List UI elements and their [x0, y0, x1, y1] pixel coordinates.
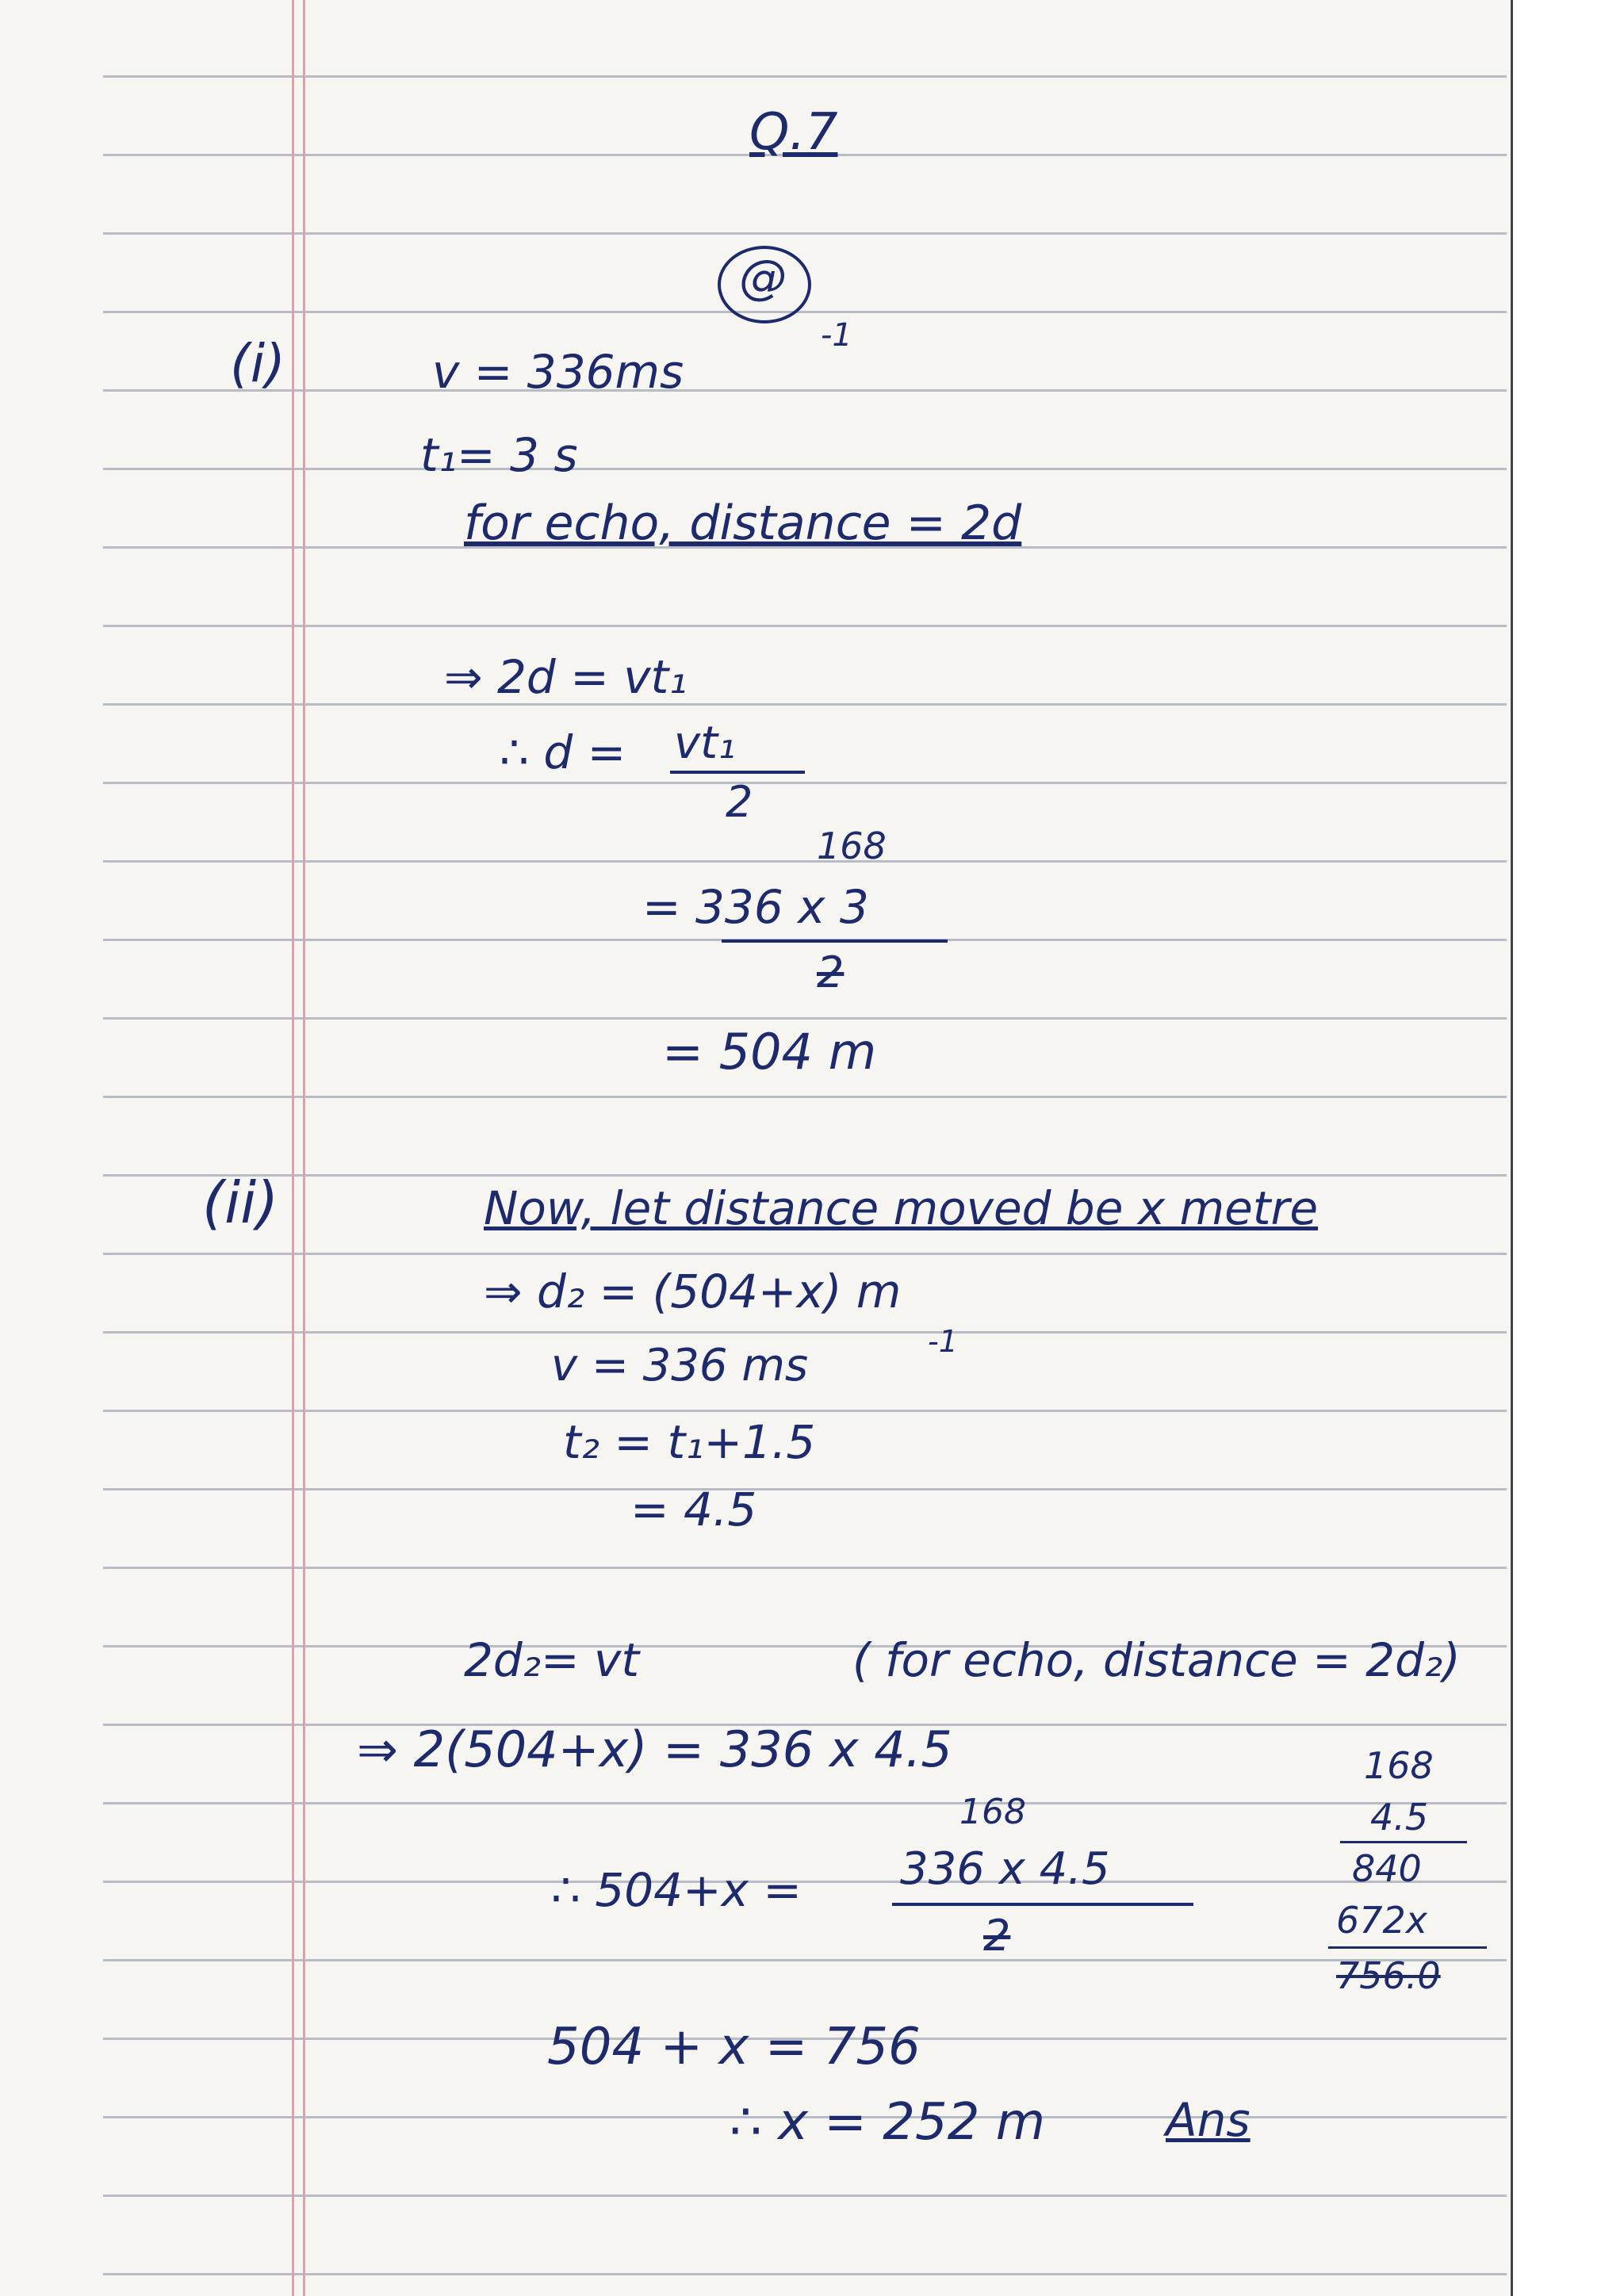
eq-504x-lhs: ∴ 504+x =: [551, 1863, 802, 1917]
d2-eq: ⇒ d₂ = (504+x) m: [484, 1265, 902, 1318]
eq-d-den: 2: [726, 777, 753, 827]
intro-statement: Now, let distance moved be x metre: [484, 1181, 1319, 1235]
eq-2d: ⇒ 2d = vt₁: [444, 650, 688, 704]
fraction-line: [722, 939, 948, 943]
section-ii-label: (ii): [202, 1169, 279, 1236]
cancel-note-2: 168: [959, 1792, 1026, 1832]
ruled-line: [103, 1331, 1507, 1334]
ruled-line: [103, 1488, 1507, 1490]
ruled-line: [103, 1253, 1507, 1255]
ruled-line: [103, 1096, 1507, 1098]
fraction-line: [892, 1903, 1193, 1906]
ruled-line: [103, 311, 1507, 313]
eq-504x-num: 336 x 4.5: [900, 1843, 1110, 1895]
question-title: Q.7: [749, 103, 838, 162]
t2-value: = 4.5: [630, 1483, 757, 1536]
eq-336x3-den: 2: [817, 947, 845, 997]
echo-statement: for echo, distance = 2d: [464, 496, 1022, 551]
ruled-line: [103, 1802, 1507, 1804]
side-line: 4.5: [1370, 1796, 1429, 1839]
margin-line: [303, 0, 305, 2296]
ruled-line: [103, 1959, 1507, 1961]
cancel-note: 168: [817, 825, 887, 867]
eq-504x-den: 2: [983, 1911, 1011, 1961]
ruled-line: [103, 1881, 1507, 1883]
side-line: 756.0: [1336, 1954, 1441, 1997]
ruled-line: [103, 703, 1507, 706]
ruled-line: [103, 389, 1507, 392]
final-answer: ∴ x = 252 m: [730, 2093, 1046, 2152]
t2-eq: t₂ = t₁+1.5: [563, 1415, 816, 1469]
velocity-eq-2: v = 336 ms: [551, 1340, 809, 1391]
ruled-line: [103, 75, 1507, 78]
ruled-line: [103, 1017, 1507, 1020]
ruled-line: [103, 860, 1507, 863]
section-i-label: (i): [230, 333, 285, 394]
page-edge: [1511, 0, 1624, 2296]
side-line: 840: [1352, 1847, 1422, 1890]
eq-336x3: = 336 x 3: [642, 880, 869, 934]
side-rule: [1340, 1841, 1467, 1843]
side-line: 168: [1364, 1744, 1434, 1787]
side-rule: [1328, 1946, 1487, 1949]
velocity-exp-2: -1: [928, 1324, 958, 1359]
ruled-line: [103, 782, 1507, 784]
ruled-line: [103, 468, 1507, 470]
time-eq: t₁= 3 s: [420, 428, 578, 482]
echo-note: ( for echo, distance = 2d₂): [852, 1633, 1461, 1687]
fraction-line: [670, 771, 805, 774]
margin-line: [292, 0, 294, 2296]
eq-2d2: 2d₂= vt: [464, 1633, 640, 1687]
ruled-line: [103, 1410, 1507, 1412]
side-line: 672x: [1336, 1899, 1428, 1942]
eq-2-504x: ⇒ 2(504+x) = 336 x 4.5: [357, 1720, 952, 1778]
ruled-line: [103, 2195, 1507, 2197]
eq-d-lhs: ∴ d =: [500, 725, 626, 779]
ruled-line: [103, 2273, 1507, 2275]
velocity-eq: v = 336ms: [432, 345, 684, 399]
eq-d-num: vt₁: [674, 718, 736, 769]
velocity-exp: -1: [821, 317, 852, 354]
part-a-label: @: [739, 250, 787, 305]
ruled-line: [103, 1567, 1507, 1569]
result-504: = 504 m: [662, 1023, 877, 1081]
ruled-line: [103, 232, 1507, 235]
ruled-line: [103, 1174, 1507, 1177]
eq-504x-756: 504 + x = 756: [547, 2018, 921, 2076]
ruled-line: [103, 625, 1507, 627]
ans-mark: Ans: [1166, 2093, 1251, 2147]
